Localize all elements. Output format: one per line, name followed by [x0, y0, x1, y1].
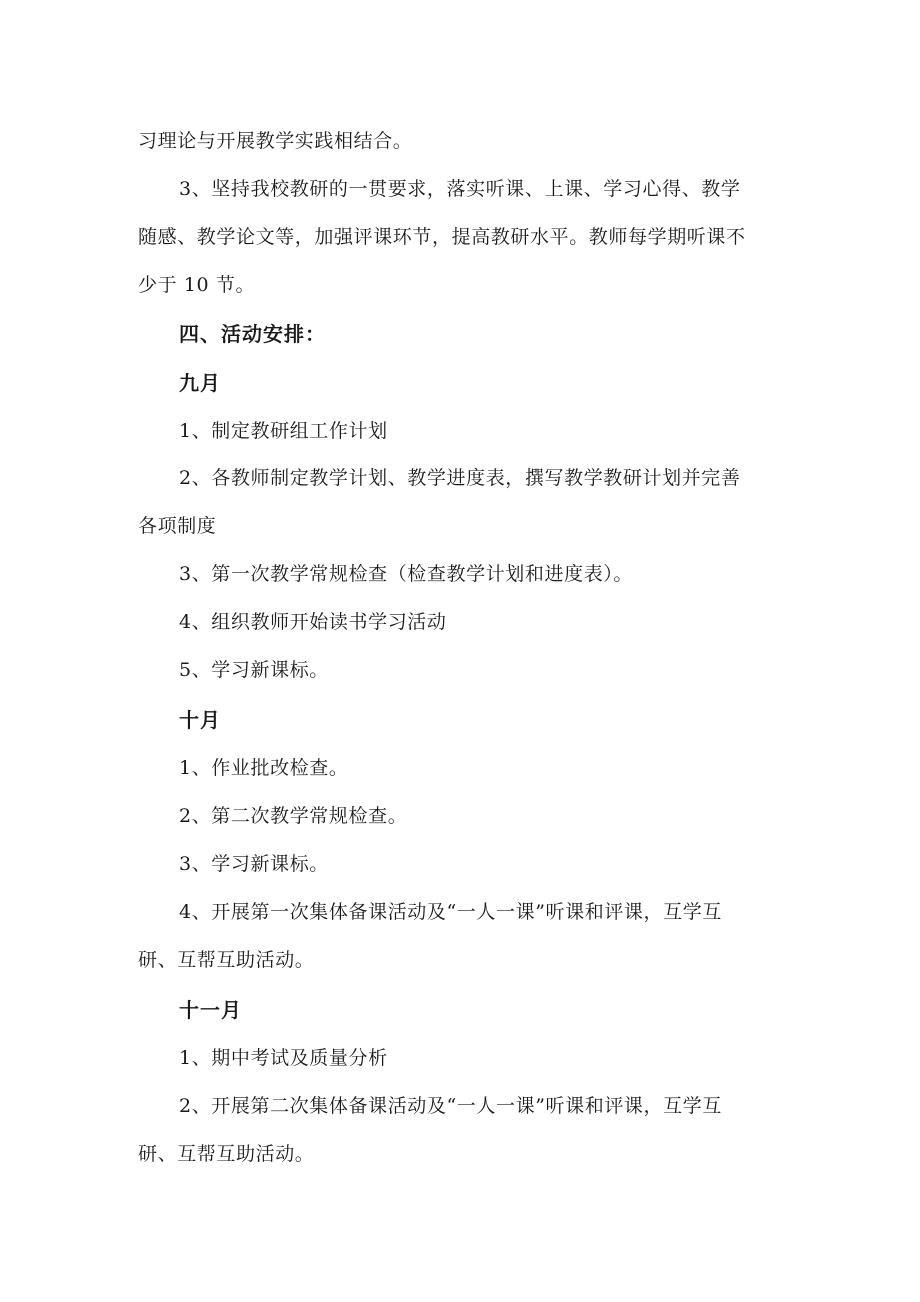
list-item: 3、第一次教学常规检查（检查教学计划和进度表）。 — [179, 563, 633, 585]
list-item: 2、开展第二次集体备课活动及“一人一课”听课和评课，互学互 — [179, 1095, 722, 1117]
list-item: 5、学习新课标。 — [179, 659, 329, 681]
paragraph-line: 少于 10 节。 — [138, 274, 256, 296]
list-item: 1、制定教研组工作计划 — [179, 420, 388, 442]
list-item: 4、组织教师开始读书学习活动 — [179, 611, 447, 633]
list-item-continuation: 研、互帮互助活动。 — [138, 949, 315, 971]
month-heading-october: 十月 — [179, 708, 221, 732]
list-item: 1、作业批改检查。 — [179, 757, 349, 779]
list-item: 4、开展第一次集体备课活动及“一人一课”听课和评课，互学互 — [179, 901, 722, 923]
list-item: 2、第二次教学常规检查。 — [179, 805, 408, 827]
paragraph-line: 随感、教学论文等，加强评课环节，提高教研水平。教师每学期听课不 — [138, 226, 746, 248]
list-item-continuation: 研、互帮互助活动。 — [138, 1143, 315, 1165]
paragraph-line: 习理论与开展教学实践相结合。 — [138, 130, 413, 152]
list-item: 1、期中考试及质量分析 — [179, 1047, 388, 1069]
paragraph-line: 3、坚持我校教研的一贯要求，落实听课、上课、学习心得、教学 — [179, 178, 741, 200]
list-item-continuation: 各项制度 — [138, 515, 217, 537]
list-item: 3、学习新课标。 — [179, 853, 329, 875]
month-heading-november: 十一月 — [179, 998, 242, 1022]
section-heading: 四、活动安排： — [179, 322, 326, 346]
month-heading-september: 九月 — [179, 371, 221, 395]
list-item: 2、各教师制定教学计划、教学进度表，撰写教学教研计划并完善 — [179, 467, 741, 489]
